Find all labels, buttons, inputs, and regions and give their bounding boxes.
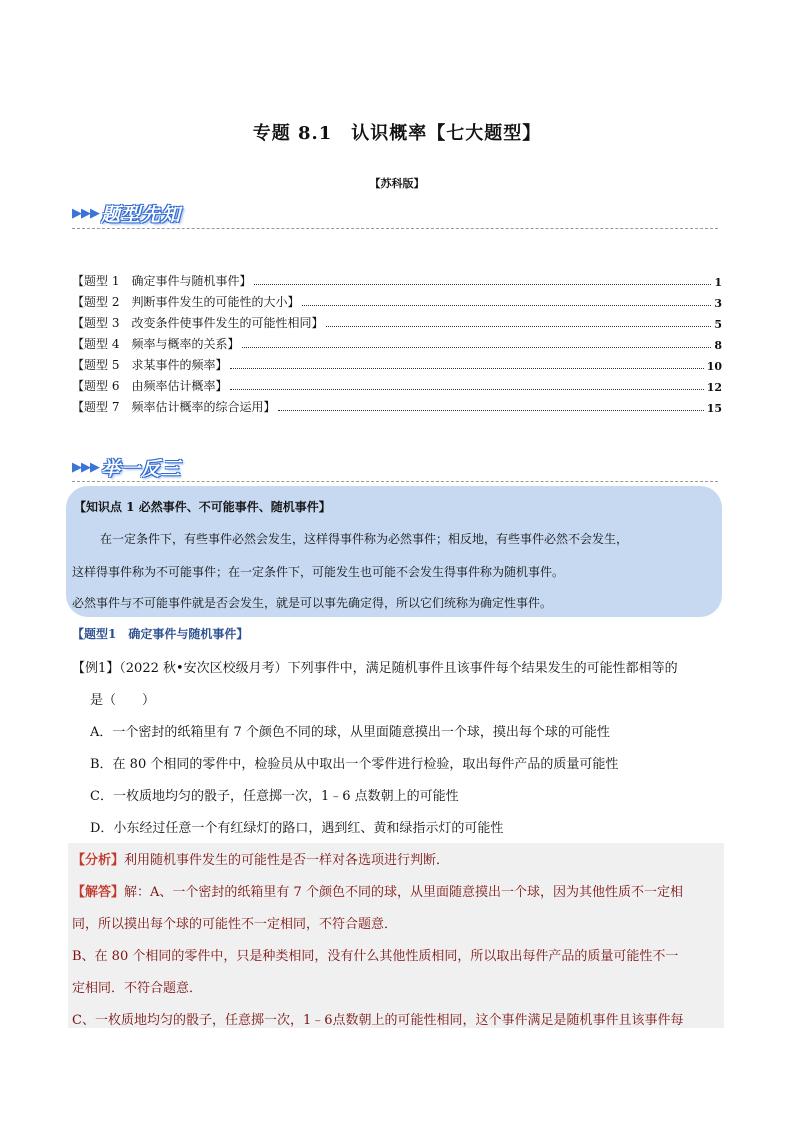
option-b: B．在 80 个相同的零件中，检验员从中取出一个零件进行检验，取出每件产品的质量可能性 — [90, 757, 619, 772]
banner-text: 题型先知 — [101, 203, 182, 226]
edition-label: 【苏科版】 — [369, 177, 425, 190]
example-question-cont: 是（ ） — [90, 693, 156, 708]
table-of-contents — [72, 268, 722, 415]
page-title: 专题 8.1 认识概率【七大题型】 — [252, 123, 542, 144]
example-question: 【例1】（2022 秋•安次区校级月考）下列事件中，满足随机事件且该事件每个结果发生的可能性都相等的 — [72, 661, 678, 676]
answer-line: 【解答】解：A、一个密封的纸箱里有 7 个颜色不同的球，从里面随意摸出一个球，因为其他性质不一定相 — [72, 885, 683, 900]
banner-examples — [72, 452, 181, 482]
analysis-line — [72, 849, 449, 868]
analysis-label: 【分析】 — [72, 853, 125, 868]
banner-text: 举一反三 — [101, 457, 182, 480]
toc-item[interactable]: 【题型 5 求某事件的频率】 10 — [72, 358, 722, 373]
option-c: C．一枚质地均匀的骰子，任意掷一次，1﹣6 点数朝上的可能性 — [90, 789, 459, 804]
knowledge-heading: 【知识点 1 必然事件、不可能事件、随机事件】 — [74, 500, 331, 514]
toc-item[interactable]: 【题型 3 改变条件使事件发生的可能性相同】 5 — [72, 316, 722, 331]
toc-item[interactable]: 【题型 6 由频率估计概率】 12 — [72, 379, 722, 394]
toc-item[interactable]: 【题型 4 频率与概率的关系】 8 — [72, 337, 722, 352]
answer-line: 同，所以摸出每个球的可能性不一定相同，不符合题意． — [72, 917, 398, 932]
divider — [72, 481, 718, 482]
option-a: A．一个密封的纸箱里有 7 个颜色不同的球，从里面随意摸出一个球，摸出每个球的可能性 — [90, 725, 610, 740]
triple-arrow-icon: ▶▶▶ — [72, 459, 99, 475]
banner-question-preview — [72, 198, 181, 228]
knowledge-text: 必然事件与不可能事件就是否会发生，就是可以事先确定得，所以它们统称为确定性事件。 — [72, 596, 553, 610]
answer-line: C、一枚质地均匀的骰子，任意掷一次，1﹣6点数朝上的可能性相同，这个事件满足是随机事件且该事件每 — [72, 1013, 684, 1028]
divider — [72, 228, 718, 229]
toc-item[interactable]: 【题型 2 判断事件发生的可能性的大小】 3 — [72, 295, 722, 310]
toc-item[interactable]: 【题型 1 确定事件与随机事件】 1 — [72, 274, 722, 289]
triple-arrow-icon: ▶▶▶ — [72, 205, 99, 221]
knowledge-box — [66, 486, 722, 617]
answer-line: 定相同．不符合题意． — [72, 981, 203, 996]
answer-label: 【解答】 — [72, 885, 125, 900]
answer-line: B、在 80 个相同的零件中，只是种类相同，没有什么其他性质相同，所以取出每件产品的质量可能性不一 — [72, 949, 679, 964]
knowledge-text: 这样得事件称为不可能事件；在一定条件下，可能发生也可能不会发生得事件称为随机事件。 — [72, 565, 565, 579]
solution-box — [68, 843, 724, 1028]
option-d: D．小东经过任意一个有红绿灯的路口，遇到红、黄和绿指示灯的可能性 — [90, 821, 504, 836]
knowledge-text: 在一定条件下，有些事件必然会发生，这样得事件称为必然事件；相反地，有些事件必然不会发生， — [100, 532, 629, 546]
section-title: 【题型1 确定事件与随机事件】 — [72, 627, 249, 641]
analysis-text: 利用随机事件发生的可能性是否一样对各选项进行判断． — [124, 853, 450, 868]
toc-item[interactable]: 【题型 7 频率估计概率的综合运用】 15 — [72, 400, 722, 415]
